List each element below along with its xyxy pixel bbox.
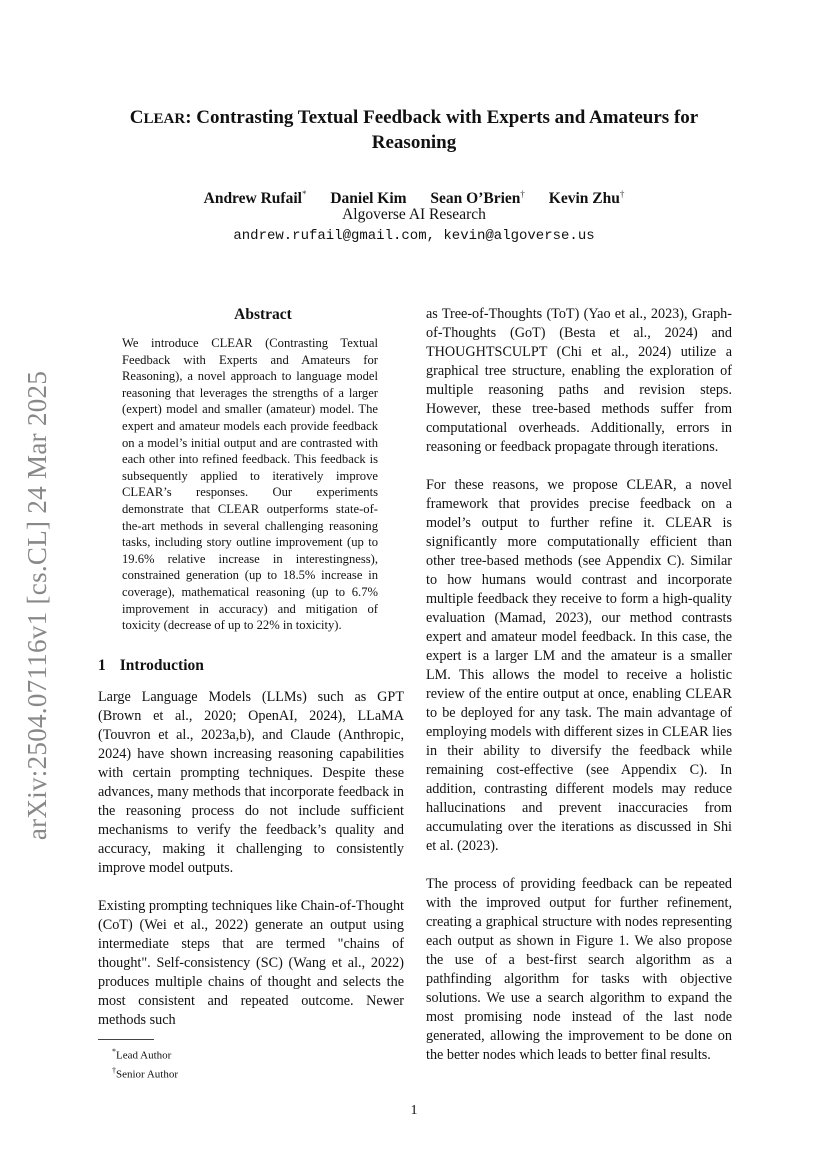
paragraph: Existing prompting techniques like Chain-of-Thought (CoT) (Wei et al., 2022) generate an output using intermediate steps that are termed "chains of thought". Self-consistency (SC) (Wang et al., 2022) produces multiple chains of thought and selects the most consistent and repeated outcome. Newer methods such <box>98 897 404 1028</box>
author: Sean O’Brien† <box>430 189 525 208</box>
footnote: †Senior Author <box>112 1066 179 1081</box>
right-column <box>426 305 732 1065</box>
section-heading: 1 Introduction <box>98 656 204 674</box>
page-number: 1 <box>410 1103 418 1118</box>
abstract-heading: Abstract <box>234 306 292 323</box>
affiliation: Algoverse AI Research <box>342 206 486 223</box>
arxiv-identifier-text: arXiv:2504.07116v1 [cs.CL] 24 Mar 2025 <box>22 370 53 840</box>
paragraph: as Tree-of-Thoughts (ToT) (Yao et al., 2023), Graph-of-Thoughts (GoT) (Besta et al., 2024) and THOUGHTSCULPT (Chi et al., 2024) utilize a graphical tree structure, enabling the exploration of multiple reasoning paths and revision steps. However, these tree-based methods suffer from computational overheads. Additionally, errors in reasoning or feedback propagate through iterations. <box>426 306 732 455</box>
paper-title: CLEAR: Contrasting Textual Feedback with Experts and Amateurs for Reasoning <box>129 107 699 153</box>
author: Daniel Kim <box>330 190 407 208</box>
paragraph: Large Language Models (LLMs) such as GPT (Brown et al., 2020; OpenAI, 2024), LLaMA (Touvron et al., 2023a,b), and Claude (Anthropic, 2024) have shown increasing reasoning capabilities with certain prompting techniques. Despite these advances, many methods that incorporate feedback in the reasoning process do not include sufficient mechanisms to verify the feedback’s quality and accuracy, making it challenging to consistently improve model outputs. <box>98 688 404 876</box>
footnotes <box>98 1044 404 1083</box>
author-emails: andrew.rufail@gmail.com, kevin@algoverse.us <box>233 228 595 244</box>
author: Kevin Zhu† <box>548 189 625 208</box>
arxiv-identifier <box>18 360 58 850</box>
author: Andrew Rufail* <box>203 189 307 208</box>
footnote: *Lead Author <box>112 1046 172 1062</box>
left-column <box>98 305 404 1083</box>
paragraph: For these reasons, we propose CLEAR, a novel framework that provides precise feedback on a model’s output to further refine it. CLEAR is significantly more computationally efficient than other tree-based methods (see Appendix C). Similar to how humans would contrast and incorporate multiple feedback they receive to form a high-quality evaluation (Mamad, 2023), our method contrasts expert and amateur model feedback. In this case, the expert is a larger LM and the amateur is a smaller LM. This allows the model to receive a holistic review of the entire output at once, enabling CLEAR to be deployed for any task. The main advantage of employing models with different sizes in CLEAR lies in their ability to diversify the feedback while remaining cost-effective (see Appendix C). In addition, contrasting different models may reduce hallucinations and prevent inaccuracies from accumulating over the iterations as discussed in Shi et al. (2023). <box>426 477 732 854</box>
paragraph: The process of providing feedback can be repeated with the improved output for further refinement, creating a graphical structure with nodes representing each output as shown in Figure 1. We also propose the use of a best-first search algorithm as a pathfinding algorithm for tasks with objective solutions. We use a search algorithm to expand the most promising node instead of the last node generated, allowing the improvement to be done on the better nodes which leads to better final results. <box>426 876 732 1063</box>
footnote-rule <box>98 1039 154 1040</box>
abstract-text: We introduce CLEAR (Contrasting Textual Feedback with Experts and Amateurs for Reasoning), a novel approach to language model reasoning that leverages the strengths of a larger (expert) model and smaller (amateur) model. The expert and amateur models each provide feedback on a model’s initial output and are contrasted with each other into refined feedback. This feedback is subsequently applied to iteratively improve CLEAR’s responses. Our experiments demonstrate that CLEAR outperforms state-of-the-art methods in several challenging reasoning tasks, including story outline improvement (up to 19.6% relative increase in interestingness), constrained generation (up to 18.5% increase in coverage), mathematical reasoning (up to 6.7% improvement in accuracy) and mitigation of toxicity (decrease of up to 22% in toxicity). <box>122 336 378 633</box>
